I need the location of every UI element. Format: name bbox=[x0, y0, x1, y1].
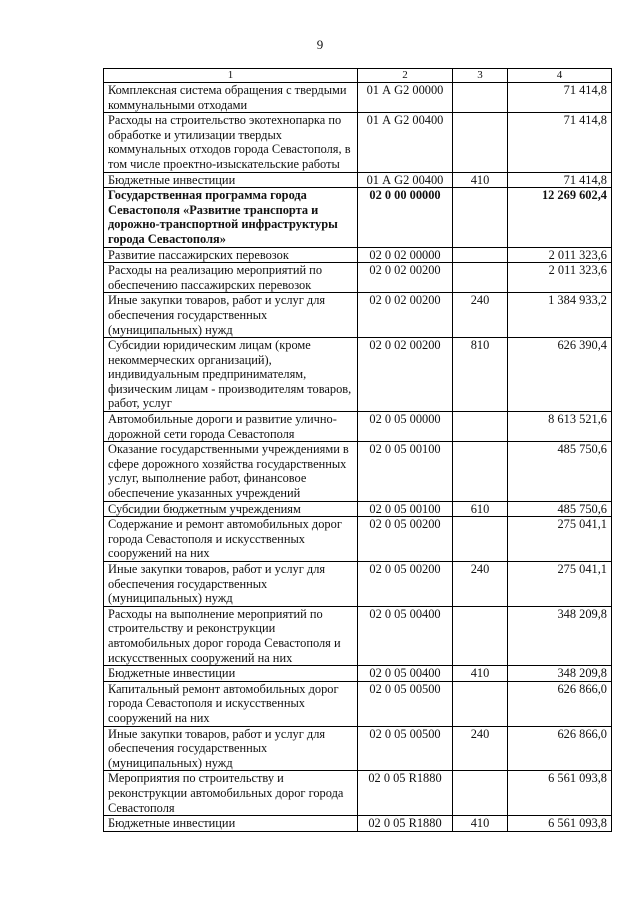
budget-table bbox=[103, 68, 612, 832]
table-row bbox=[104, 606, 612, 665]
amount-cell: 485 750,6 bbox=[508, 442, 612, 501]
column-header-2: 2 bbox=[358, 69, 453, 83]
expense-type-cell bbox=[453, 188, 508, 247]
amount-cell: 71 414,8 bbox=[508, 113, 612, 172]
target-article-code-cell: 01 А G2 00400 bbox=[358, 113, 453, 172]
table-row bbox=[104, 172, 612, 188]
target-article-code-cell: 02 0 05 00400 bbox=[358, 606, 453, 665]
expense-type-cell: 240 bbox=[453, 562, 508, 607]
expense-type-cell: 240 bbox=[453, 726, 508, 771]
target-article-code-cell: 02 0 05 00400 bbox=[358, 666, 453, 682]
table-row bbox=[104, 83, 612, 113]
table-row bbox=[104, 338, 612, 412]
amount-cell: 8 613 521,6 bbox=[508, 412, 612, 442]
table-row bbox=[104, 263, 612, 293]
table-row bbox=[104, 188, 612, 247]
amount-cell: 2 011 323,6 bbox=[508, 263, 612, 293]
amount-cell: 275 041,1 bbox=[508, 562, 612, 607]
expense-name-cell: Капитальный ремонт автомобильных дорог города Севастополя и искусственных сооружений на них bbox=[104, 681, 358, 726]
amount-cell: 2 011 323,6 bbox=[508, 247, 612, 263]
table-body bbox=[104, 83, 612, 832]
amount-cell: 626 866,0 bbox=[508, 681, 612, 726]
expense-type-cell bbox=[453, 681, 508, 726]
expense-name-cell: Субсидии юридическим лицам (кроме некоммерческих организаций), индивидуальным предпринимателям, физическим лицам - производителям товаров, работ, услуг bbox=[104, 338, 358, 412]
expense-type-cell bbox=[453, 412, 508, 442]
expense-type-cell bbox=[453, 113, 508, 172]
target-article-code-cell: 02 0 05 00000 bbox=[358, 412, 453, 442]
expense-name-cell: Развитие пассажирских перевозок bbox=[104, 247, 358, 263]
amount-cell: 485 750,6 bbox=[508, 501, 612, 517]
amount-cell: 626 866,0 bbox=[508, 726, 612, 771]
table-row bbox=[104, 113, 612, 172]
table-row bbox=[104, 412, 612, 442]
expense-type-cell bbox=[453, 442, 508, 501]
expense-name-cell: Бюджетные инвестиции bbox=[104, 172, 358, 188]
table-row bbox=[104, 681, 612, 726]
table-row bbox=[104, 247, 612, 263]
expense-type-cell: 810 bbox=[453, 338, 508, 412]
expense-name-cell: Оказание государственными учреждениями в сфере дорожного хозяйства государственных услуг, выполнение работ, финансовое обеспечение указанных учреждений bbox=[104, 442, 358, 501]
expense-name-cell: Расходы на строительство экотехнопарка по обработке и утилизации твердых коммунальных отходов города Севастополя, в том числе проектно-изыскательские работы bbox=[104, 113, 358, 172]
expense-type-cell bbox=[453, 83, 508, 113]
expense-name-cell: Субсидии бюджетным учреждениям bbox=[104, 501, 358, 517]
target-article-code-cell: 02 0 05 00500 bbox=[358, 681, 453, 726]
column-header-4: 4 bbox=[508, 69, 612, 83]
expense-type-cell: 410 bbox=[453, 816, 508, 832]
expense-name-cell: Бюджетные инвестиции bbox=[104, 666, 358, 682]
amount-cell: 6 561 093,8 bbox=[508, 816, 612, 832]
expense-name-cell: Иные закупки товаров, работ и услуг для обеспечения государственных (муниципальных) нужд bbox=[104, 293, 358, 338]
table-row bbox=[104, 562, 612, 607]
target-article-code-cell: 01 А G2 00400 bbox=[358, 172, 453, 188]
target-article-code-cell: 02 0 05 00200 bbox=[358, 562, 453, 607]
expense-name-cell: Комплексная система обращения с твердыми коммунальными отходами bbox=[104, 83, 358, 113]
expense-type-cell bbox=[453, 263, 508, 293]
expense-name-cell: Расходы на выполнение мероприятий по строительству и реконструкции автомобильных дорог города Севастополя и искусственных сооружений на них bbox=[104, 606, 358, 665]
expense-type-cell bbox=[453, 247, 508, 263]
table-row bbox=[104, 771, 612, 816]
expense-name-cell: Иные закупки товаров, работ и услуг для обеспечения государственных (муниципальных) нужд bbox=[104, 562, 358, 607]
amount-cell: 1 384 933,2 bbox=[508, 293, 612, 338]
page-number: 9 bbox=[316, 37, 324, 52]
column-header-1: 1 bbox=[104, 69, 358, 83]
target-article-code-cell: 02 0 02 00200 bbox=[358, 338, 453, 412]
target-article-code-cell: 02 0 02 00200 bbox=[358, 263, 453, 293]
expense-type-cell: 610 bbox=[453, 501, 508, 517]
target-article-code-cell: 02 0 05 R1880 bbox=[358, 771, 453, 816]
amount-cell: 275 041,1 bbox=[508, 517, 612, 562]
table-header-row bbox=[104, 69, 612, 83]
amount-cell: 6 561 093,8 bbox=[508, 771, 612, 816]
table-row bbox=[104, 501, 612, 517]
expense-type-cell bbox=[453, 517, 508, 562]
target-article-code-cell: 02 0 05 00100 bbox=[358, 501, 453, 517]
expense-type-cell: 410 bbox=[453, 666, 508, 682]
target-article-code-cell: 02 0 05 00200 bbox=[358, 517, 453, 562]
expense-name-cell: Автомобильные дороги и развитие улично-дорожной сети города Севастополя bbox=[104, 412, 358, 442]
amount-cell: 12 269 602,4 bbox=[508, 188, 612, 247]
amount-cell: 348 209,8 bbox=[508, 606, 612, 665]
expense-name-cell: Мероприятия по строительству и реконструкции автомобильных дорог города Севастополя bbox=[104, 771, 358, 816]
expense-type-cell bbox=[453, 606, 508, 665]
table-row bbox=[104, 293, 612, 338]
table-row bbox=[104, 517, 612, 562]
column-header-3: 3 bbox=[453, 69, 508, 83]
amount-cell: 348 209,8 bbox=[508, 666, 612, 682]
target-article-code-cell: 02 0 05 00100 bbox=[358, 442, 453, 501]
target-article-code-cell: 02 0 02 00000 bbox=[358, 247, 453, 263]
table-row bbox=[104, 442, 612, 501]
target-article-code-cell: 02 0 02 00200 bbox=[358, 293, 453, 338]
amount-cell: 626 390,4 bbox=[508, 338, 612, 412]
expense-name-cell: Бюджетные инвестиции bbox=[104, 816, 358, 832]
table-row bbox=[104, 726, 612, 771]
target-article-code-cell: 02 0 00 00000 bbox=[358, 188, 453, 247]
target-article-code-cell: 01 А G2 00000 bbox=[358, 83, 453, 113]
amount-cell: 71 414,8 bbox=[508, 172, 612, 188]
expense-type-cell: 240 bbox=[453, 293, 508, 338]
target-article-code-cell: 02 0 05 R1880 bbox=[358, 816, 453, 832]
expense-type-cell: 410 bbox=[453, 172, 508, 188]
expense-name-cell: Иные закупки товаров, работ и услуг для обеспечения государственных (муниципальных) нужд bbox=[104, 726, 358, 771]
expense-name-cell: Расходы на реализацию мероприятий по обеспечению пассажирских перевозок bbox=[104, 263, 358, 293]
table-row bbox=[104, 816, 612, 832]
amount-cell: 71 414,8 bbox=[508, 83, 612, 113]
expense-type-cell bbox=[453, 771, 508, 816]
table-row bbox=[104, 666, 612, 682]
expense-name-cell: Содержание и ремонт автомобильных дорог города Севастополя и искусственных сооружений на них bbox=[104, 517, 358, 562]
expense-name-cell: Государственная программа города Севастополя «Развитие транспорта и дорожно-транспортной инфраструктуры города Севастополя» bbox=[104, 188, 358, 247]
target-article-code-cell: 02 0 05 00500 bbox=[358, 726, 453, 771]
